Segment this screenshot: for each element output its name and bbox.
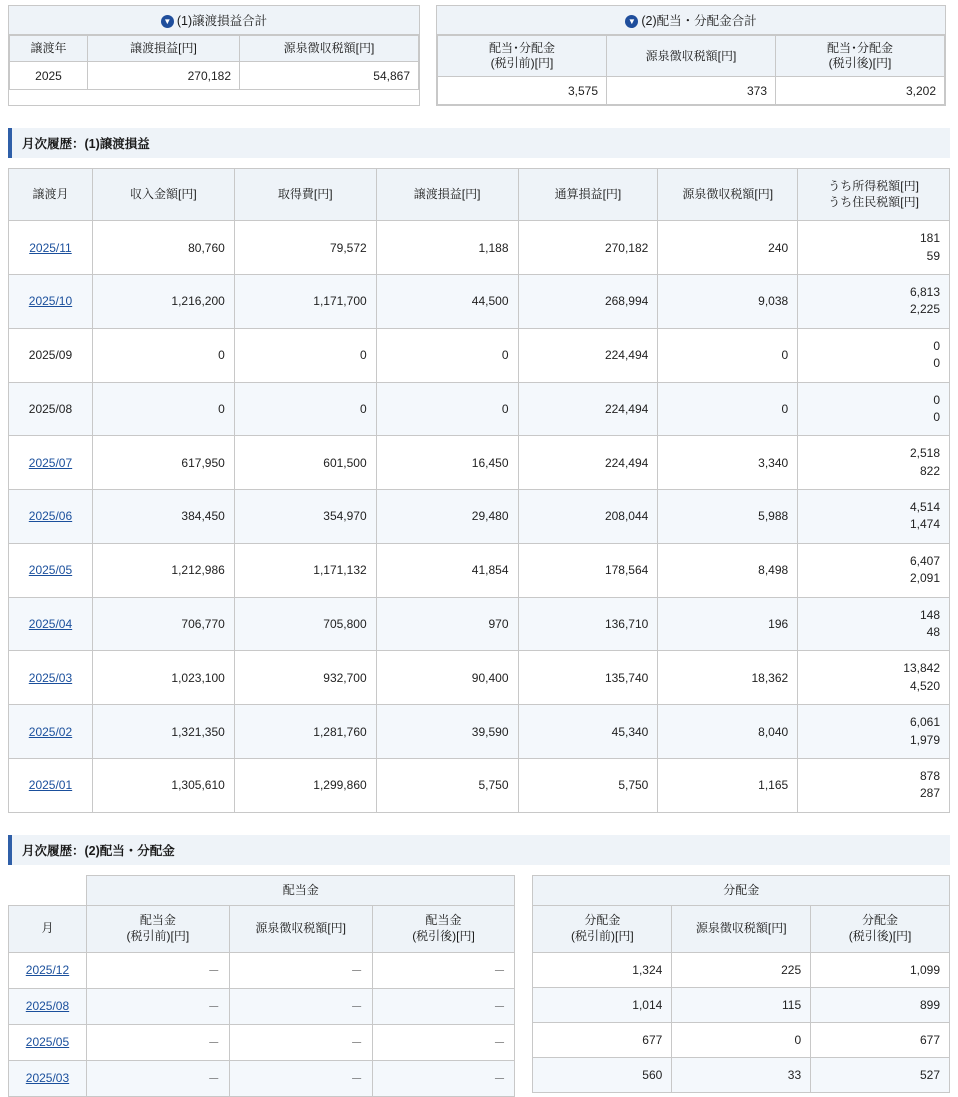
- cell-income-tax: 13,842: [903, 661, 940, 676]
- col-distribution-posttax-line1: 分配金: [862, 913, 899, 928]
- table-row: [9, 952, 515, 988]
- col-distribution-pretax-line1: 分配金: [584, 913, 621, 928]
- cell-transfer-month[interactable]: [9, 436, 93, 490]
- table-group-header-row: [533, 875, 950, 906]
- cell-acquisition-cost: 0: [234, 328, 376, 382]
- cell-month[interactable]: [9, 988, 87, 1024]
- cell-dividend-withholding: －: [229, 1060, 372, 1096]
- cell-dividend-posttax: －: [372, 988, 515, 1024]
- month-link[interactable]: 2025/04: [28, 617, 73, 632]
- cell-resident-tax: 4,520: [909, 678, 940, 693]
- cell-withholding-tax: 196: [658, 597, 798, 651]
- col-dividend-posttax: [372, 906, 515, 952]
- cell-acquisition-cost: 1,171,700: [234, 274, 376, 328]
- cell-income-tax: 6,813: [909, 284, 940, 299]
- triangle-down-icon: ▼: [161, 15, 174, 28]
- table-row: [9, 221, 950, 275]
- cell-distribution-pretax: 1,014: [533, 987, 672, 1022]
- cell-acquisition-cost: 705,800: [234, 597, 376, 651]
- cell-income-tax: 0: [933, 338, 940, 353]
- cell-income-tax: 6,407: [909, 553, 940, 568]
- cell-distribution-posttax: 899: [811, 987, 950, 1022]
- table-row: [533, 1022, 950, 1057]
- cell-income-amount: 0: [92, 382, 234, 436]
- month-link[interactable]: 2025/02: [28, 724, 73, 739]
- col-transfer-pl: 譲渡損益[円]: [88, 36, 240, 62]
- cell-income-tax: 2,518: [909, 446, 940, 461]
- cell-withholding-tax: 1,165: [658, 759, 798, 813]
- col-transfer-pl: 譲渡損益[円]: [376, 169, 518, 221]
- table-row: [438, 77, 945, 105]
- cell-aggregate-pl: 45,340: [518, 705, 658, 759]
- cell-distribution-posttax: 527: [811, 1057, 950, 1092]
- col-transfer-month: 譲渡月: [9, 169, 93, 221]
- table-row: [9, 651, 950, 705]
- cell-distribution-pretax: 677: [533, 1022, 672, 1057]
- cell-dividend-posttax: －: [372, 1024, 515, 1060]
- table-row: [533, 952, 950, 987]
- col-dividend-pretax-line1: 配当金: [139, 913, 176, 928]
- cell-income-tax: 148: [919, 607, 940, 622]
- group-header-distribution: 分配金: [533, 875, 950, 906]
- table-row: [9, 382, 950, 436]
- cell-withholding-tax: 0: [658, 382, 798, 436]
- cell-distribution-withholding: 33: [672, 1057, 811, 1092]
- cell-dividend-pretax: －: [86, 1024, 229, 1060]
- col-dividend-posttax-line1: 配当･分配金: [826, 41, 893, 55]
- cell-income-amount: 0: [92, 328, 234, 382]
- col-distribution-posttax-line2: (税引後)[円]: [848, 928, 912, 943]
- cell-income-resident-tax: [798, 382, 950, 436]
- monthly-dividend-section: [0, 875, 958, 1097]
- cell-aggregate-pl: 208,044: [518, 490, 658, 544]
- cell-transfer-month[interactable]: [9, 759, 93, 813]
- month-link[interactable]: 2025/03: [25, 1071, 70, 1086]
- col-distribution-pretax-line2: (税引前)[円]: [571, 928, 634, 943]
- col-withholding-tax: 源泉徴収税額[円]: [658, 169, 798, 221]
- cell-income-resident-tax: [798, 436, 950, 490]
- cell-distribution-posttax: 677: [811, 1022, 950, 1057]
- cell-transfer-pl: 44,500: [376, 274, 518, 328]
- cell-income-amount: 706,770: [92, 597, 234, 651]
- table-row: [9, 1024, 515, 1060]
- monthly-transfer-pl-section-title: 月次履歴：(1)譲渡損益: [8, 128, 950, 158]
- cell-withholding-tax: 8,498: [658, 543, 798, 597]
- cell-income-resident-tax: [798, 705, 950, 759]
- cell-aggregate-pl: 224,494: [518, 382, 658, 436]
- table-header-row: [10, 36, 419, 62]
- col-dividend-posttax-line1: 配当金: [425, 913, 462, 928]
- col-month: 月: [9, 906, 87, 952]
- cell-aggregate-pl: 268,994: [518, 274, 658, 328]
- cell-resident-tax: 0: [933, 409, 940, 424]
- cell-resident-tax: 59: [926, 248, 940, 263]
- cell-aggregate-pl: 224,494: [518, 436, 658, 490]
- col-transfer-year: 譲渡年: [10, 36, 88, 62]
- col-dividend-pretax-line2: (税引前)[円]: [126, 928, 190, 943]
- cell-distribution-withholding: 0: [672, 1022, 811, 1057]
- cell-dividend-pretax: －: [86, 1060, 229, 1096]
- cell-distribution-pretax: 560: [533, 1057, 672, 1092]
- cell-resident-tax: 48: [926, 625, 940, 640]
- cell-dividend-pretax: －: [86, 988, 229, 1024]
- cell-income-amount: 80,760: [92, 221, 234, 275]
- month-label: 2025/08: [28, 401, 73, 416]
- cell-transfer-pl: 0: [376, 382, 518, 436]
- cell-transfer-pl: 0: [376, 328, 518, 382]
- col-withholding-tax: 源泉徴収税額[円]: [240, 36, 419, 62]
- cell-transfer-pl: 5,750: [376, 759, 518, 813]
- cell-acquisition-cost: 79,572: [234, 221, 376, 275]
- col-income-amount: 収入金額[円]: [92, 169, 234, 221]
- cell-transfer-pl: 41,854: [376, 543, 518, 597]
- cell-dividend-withholding: －: [229, 952, 372, 988]
- transfer-pl-summary-title-text: (1)譲渡損益合計: [176, 14, 268, 28]
- col-income-resident-tax: [798, 169, 950, 221]
- table-row: [9, 759, 950, 813]
- cell-dividend-pretax: －: [86, 952, 229, 988]
- transfer-pl-summary-table: [9, 35, 419, 90]
- dividend-summary-title-text: (2)配当・分配金合計: [641, 14, 757, 28]
- cell-acquisition-cost: 932,700: [234, 651, 376, 705]
- cell-dividend-withholding: 373: [607, 77, 776, 105]
- cell-transfer-pl: 1,188: [376, 221, 518, 275]
- cell-income-resident-tax: [798, 221, 950, 275]
- cell-withholding-tax: 18,362: [658, 651, 798, 705]
- cell-income-resident-tax: [798, 597, 950, 651]
- transfer-pl-summary-box: [8, 5, 420, 106]
- table-group-header-row: [9, 875, 515, 906]
- col-dividend-posttax-line2: (税引後)[円]: [412, 928, 475, 943]
- cell-transfer-month: [9, 328, 93, 382]
- monthly-transfer-pl-table: [8, 168, 950, 813]
- table-row: [9, 988, 515, 1024]
- cell-resident-tax: 0: [933, 356, 940, 371]
- cell-aggregate-pl: 135,740: [518, 651, 658, 705]
- cell-acquisition-cost: 1,171,132: [234, 543, 376, 597]
- cell-income-amount: 617,950: [92, 436, 234, 490]
- cell-aggregate-pl: 5,750: [518, 759, 658, 813]
- table-row: [9, 597, 950, 651]
- cell-distribution-withholding: 225: [672, 952, 811, 987]
- cell-withholding-tax: 5,988: [658, 490, 798, 544]
- cell-transfer-pl: 39,590: [376, 705, 518, 759]
- triangle-down-icon: ▼: [625, 15, 638, 28]
- cell-transfer-month[interactable]: [9, 651, 93, 705]
- table-header-row: [9, 906, 515, 952]
- cell-dividend-posttax: －: [372, 1060, 515, 1096]
- distribution-table: [532, 875, 950, 1093]
- cell-income-resident-tax: [798, 490, 950, 544]
- cell-aggregate-pl: 136,710: [518, 597, 658, 651]
- cell-transfer-month: [9, 382, 93, 436]
- group-header-dividend: 配当金: [86, 875, 514, 906]
- col-resident-tax-line: うち住民税額[円]: [828, 194, 919, 209]
- table-row: [9, 705, 950, 759]
- month-link[interactable]: 2025/05: [28, 563, 73, 578]
- cell-distribution-pretax: 1,324: [533, 952, 672, 987]
- table-row: [533, 1057, 950, 1092]
- col-distribution-posttax: [811, 906, 950, 952]
- month-link[interactable]: 2025/01: [28, 778, 73, 793]
- cell-income-resident-tax: [798, 328, 950, 382]
- cell-withholding-tax: 240: [658, 221, 798, 275]
- cell-dividend-withholding: －: [229, 988, 372, 1024]
- table-row: [9, 436, 950, 490]
- cell-income-tax: 0: [933, 392, 940, 407]
- cell-withholding-tax: 0: [658, 328, 798, 382]
- cell-resident-tax: 1,979: [909, 732, 940, 747]
- cell-dividend-pretax: 3,575: [438, 77, 607, 105]
- col-dividend-withholding: 源泉徴収税額[円]: [607, 36, 776, 77]
- cell-income-tax: 6,061: [909, 715, 940, 730]
- cell-transfer-pl: 270,182: [88, 62, 240, 90]
- cell-dividend-posttax: 3,202: [776, 77, 945, 105]
- cell-withholding-tax: 3,340: [658, 436, 798, 490]
- dividend-table: [8, 875, 515, 1097]
- cell-transfer-pl: 29,480: [376, 490, 518, 544]
- cell-income-tax: 4,514: [909, 500, 940, 515]
- cell-income-tax: 878: [919, 769, 940, 783]
- table-row: [533, 987, 950, 1022]
- table-header-row: [533, 906, 950, 952]
- col-dividend-pretax: [86, 906, 229, 952]
- col-dividend-pretax-line1: 配当･分配金: [488, 41, 555, 55]
- month-link[interactable]: 2025/05: [25, 1035, 70, 1050]
- month-link[interactable]: 2025/11: [29, 240, 72, 255]
- cell-transfer-month[interactable]: [9, 543, 93, 597]
- dividend-summary-title: [437, 6, 945, 35]
- table-row: [9, 274, 950, 328]
- cell-acquisition-cost: 1,281,760: [234, 705, 376, 759]
- summary-section: [0, 0, 958, 106]
- month-label: 2025/09: [28, 348, 73, 363]
- cell-acquisition-cost: 601,500: [234, 436, 376, 490]
- cell-resident-tax: 822: [919, 463, 940, 478]
- table-row: [9, 1060, 515, 1096]
- col-dividend-pretax-line2: (税引前)[円]: [490, 56, 554, 70]
- cell-month[interactable]: [9, 1024, 87, 1060]
- cell-aggregate-pl: 178,564: [518, 543, 658, 597]
- cell-acquisition-cost: 0: [234, 382, 376, 436]
- col-dividend-pretax: [438, 36, 607, 77]
- cell-transfer-month[interactable]: [9, 221, 93, 275]
- cell-income-resident-tax: [798, 274, 950, 328]
- cell-income-resident-tax: [798, 759, 950, 813]
- cell-transfer-pl: 90,400: [376, 651, 518, 705]
- cell-month[interactable]: [9, 952, 87, 988]
- cell-resident-tax: 2,225: [909, 302, 940, 317]
- cell-distribution-posttax: 1,099: [811, 952, 950, 987]
- table-row: [9, 490, 950, 544]
- cell-dividend-posttax: －: [372, 952, 515, 988]
- col-dividend-withholding: 源泉徴収税額[円]: [229, 906, 372, 952]
- dividend-table-wrap: [8, 875, 515, 1097]
- cell-withholding-tax: 9,038: [658, 274, 798, 328]
- dividend-summary-table: [437, 35, 945, 105]
- cell-income-amount: 1,305,610: [92, 759, 234, 813]
- cell-transfer-year: 2025: [10, 62, 88, 90]
- cell-income-resident-tax: [798, 651, 950, 705]
- cell-aggregate-pl: 224,494: [518, 328, 658, 382]
- monthly-dividend-section-title: 月次履歴：(2)配当・分配金: [8, 835, 950, 865]
- cell-income-amount: 1,216,200: [92, 274, 234, 328]
- cell-transfer-month[interactable]: [9, 490, 93, 544]
- cell-resident-tax: 287: [919, 786, 940, 801]
- month-link[interactable]: 2025/07: [28, 455, 73, 470]
- cell-transfer-month[interactable]: [9, 705, 93, 759]
- dividend-summary-box: [436, 5, 946, 106]
- cell-acquisition-cost: 354,970: [234, 490, 376, 544]
- col-dividend-posttax-line2: (税引後)[円]: [828, 56, 892, 70]
- cell-distribution-withholding: 115: [672, 987, 811, 1022]
- distribution-table-wrap: [532, 875, 950, 1097]
- table-row: [9, 543, 950, 597]
- col-aggregate-pl: 通算損益[円]: [518, 169, 658, 221]
- col-distribution-pretax: [533, 906, 672, 952]
- cell-transfer-month[interactable]: [9, 597, 93, 651]
- table-header-row: [438, 36, 945, 77]
- month-link[interactable]: 2025/12: [25, 963, 70, 978]
- table-row: [9, 328, 950, 382]
- cell-transfer-pl: 970: [376, 597, 518, 651]
- col-dividend-posttax: [776, 36, 945, 77]
- col-income-tax-line: うち所得税額[円]: [828, 179, 919, 193]
- cell-income-amount: 1,321,350: [92, 705, 234, 759]
- spacer-cell: [9, 875, 87, 906]
- cell-income-amount: 1,212,986: [92, 543, 234, 597]
- cell-transfer-month[interactable]: [9, 274, 93, 328]
- table-row: [10, 62, 419, 90]
- cell-acquisition-cost: 1,299,860: [234, 759, 376, 813]
- month-link[interactable]: 2025/06: [28, 509, 73, 524]
- cell-month[interactable]: [9, 1060, 87, 1096]
- cell-transfer-pl: 16,450: [376, 436, 518, 490]
- cell-withholding-tax: 54,867: [240, 62, 419, 90]
- month-link[interactable]: 2025/08: [25, 999, 70, 1014]
- cell-aggregate-pl: 270,182: [518, 221, 658, 275]
- cell-dividend-withholding: －: [229, 1024, 372, 1060]
- cell-resident-tax: 2,091: [909, 571, 940, 586]
- col-acquisition-cost: 取得費[円]: [234, 169, 376, 221]
- cell-income-tax: 181: [919, 231, 940, 246]
- month-link[interactable]: 2025/10: [28, 294, 73, 309]
- cell-income-resident-tax: [798, 543, 950, 597]
- cell-resident-tax: 1,474: [909, 517, 940, 532]
- cell-withholding-tax: 8,040: [658, 705, 798, 759]
- transfer-pl-summary-title: [9, 6, 419, 35]
- month-link[interactable]: 2025/03: [28, 670, 73, 685]
- col-distribution-withholding: 源泉徴収税額[円]: [672, 906, 811, 952]
- cell-income-amount: 384,450: [92, 490, 234, 544]
- table-header-row: [9, 169, 950, 221]
- cell-income-amount: 1,023,100: [92, 651, 234, 705]
- monthly-transfer-pl-table-wrap: [0, 168, 958, 813]
